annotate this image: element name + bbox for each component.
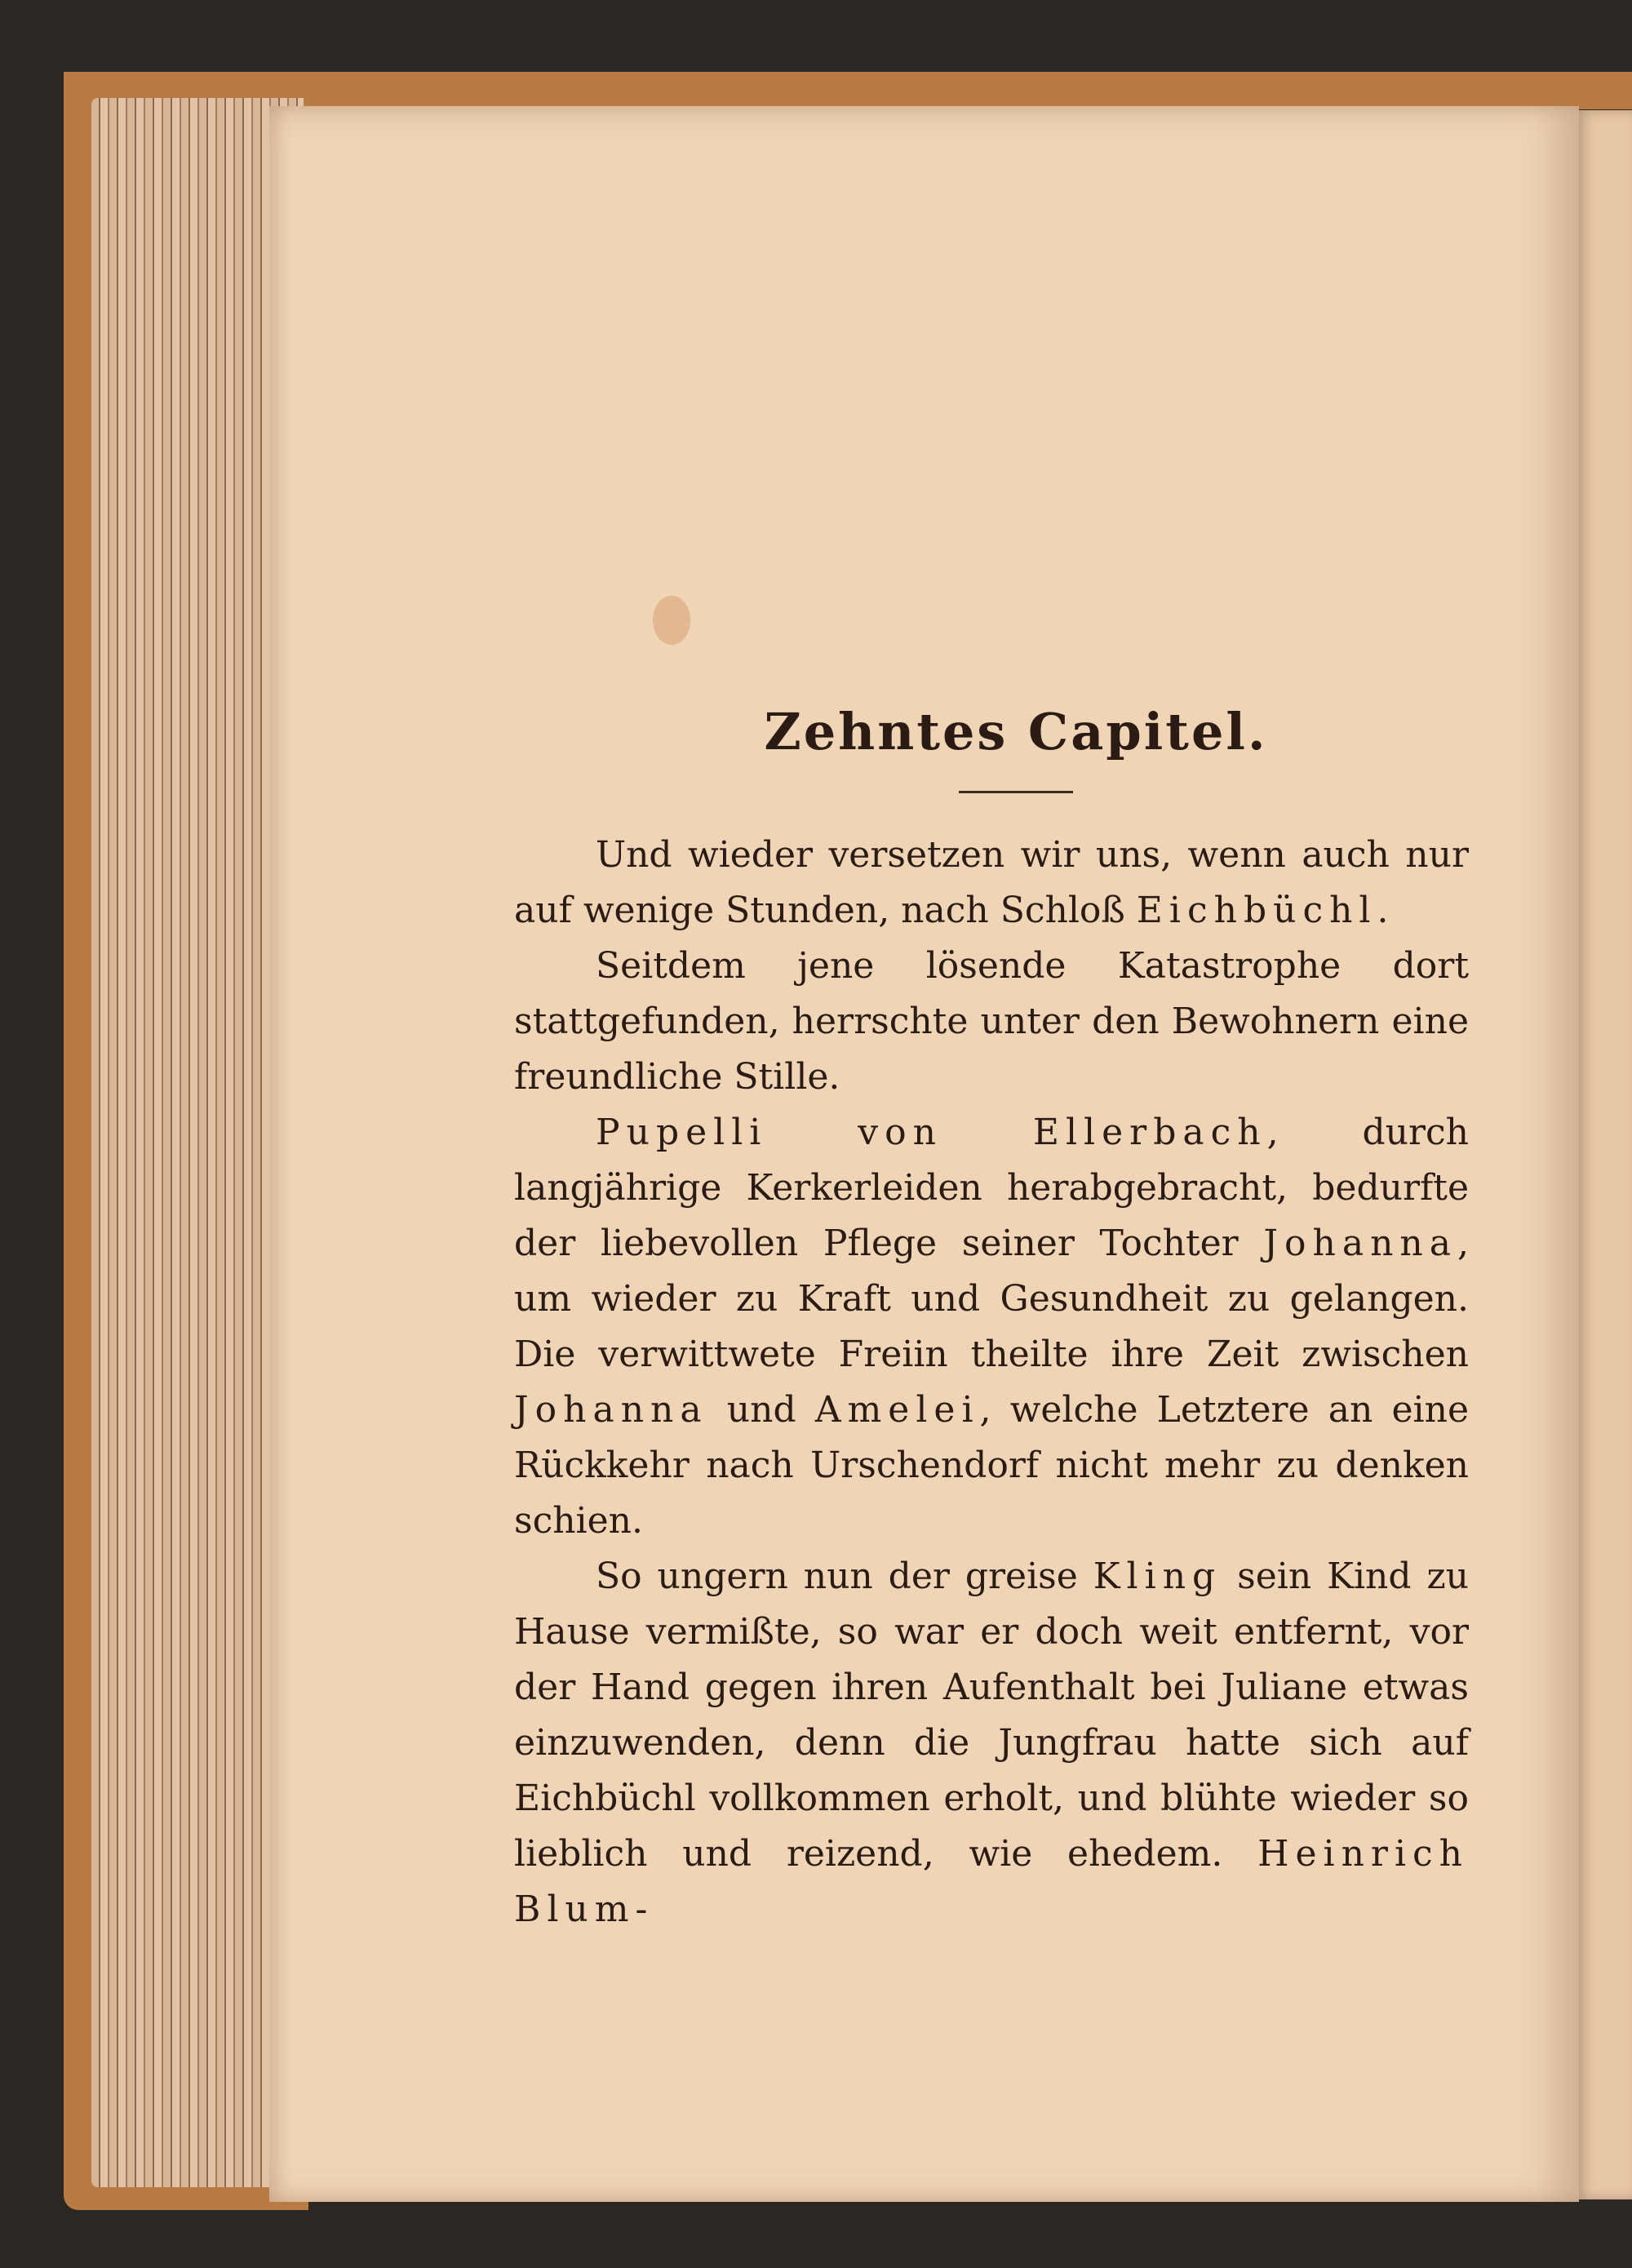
- text-run: , um wieder zu Kraft und Gesundheit zu gelangen. Die verwittwete Freiin theilte ihre Zeit zwischen: [514, 1223, 1469, 1375]
- person-name: Johanna: [514, 1389, 708, 1431]
- text-run: , durch langjährige Kerkerleiden herabgebracht, bedurfte der liebevollen Pflege seiner Tochter: [514, 1112, 1469, 1264]
- title-rule: [959, 791, 1073, 793]
- text-run: und: [707, 1389, 815, 1431]
- person-name: Kling: [1093, 1556, 1222, 1597]
- paragraph-3: [514, 1105, 1469, 1549]
- text-run: , welche Letztere an eine Rückkehr nach Urschendorf nicht mehr zu denken schien.: [514, 1389, 1469, 1542]
- facing-page-edge: [1575, 110, 1632, 2199]
- text-run: sein Kind zu Hause vermißte, so war er doch weit entfernt, vor der Hand gegen ihren Aufenthalt bei Juliane etwas einzuwenden, denn die Jungfrau hatte sich auf Eichbüchl vollkommen erholt, und blühte wieder so lieblich und reizend, wie ehedem.: [514, 1556, 1469, 1875]
- paragraph-2: Seitdem jene lösende Katastrophe dort stattgefunden, herrschte unter den Bewohnern eine freundliche Stille.: [514, 945, 1469, 1098]
- text-run: Und wieder versetzen wir uns, wenn auch nur auf wenige Stunden, nach Schloß: [514, 834, 1469, 931]
- text-run: So ungern nun der greise: [596, 1556, 1093, 1597]
- person-name: Heinrich Blum: [514, 1833, 1469, 1930]
- person-name: Amelei: [814, 1389, 980, 1431]
- text-run: .: [1377, 890, 1389, 931]
- text-run: -: [635, 1889, 648, 1930]
- paragraph-4: [514, 1549, 1469, 1937]
- paragraph-1: [514, 828, 1469, 939]
- page-text: [514, 702, 1469, 1937]
- place-name: Eichbüchl: [1136, 890, 1377, 931]
- person-name: Pupelli von Ellerbach: [596, 1112, 1267, 1153]
- foxing-stain: [653, 596, 690, 645]
- chapter-title: Zehntes Capitel.: [764, 702, 1268, 761]
- person-name: Johanna: [1263, 1223, 1457, 1264]
